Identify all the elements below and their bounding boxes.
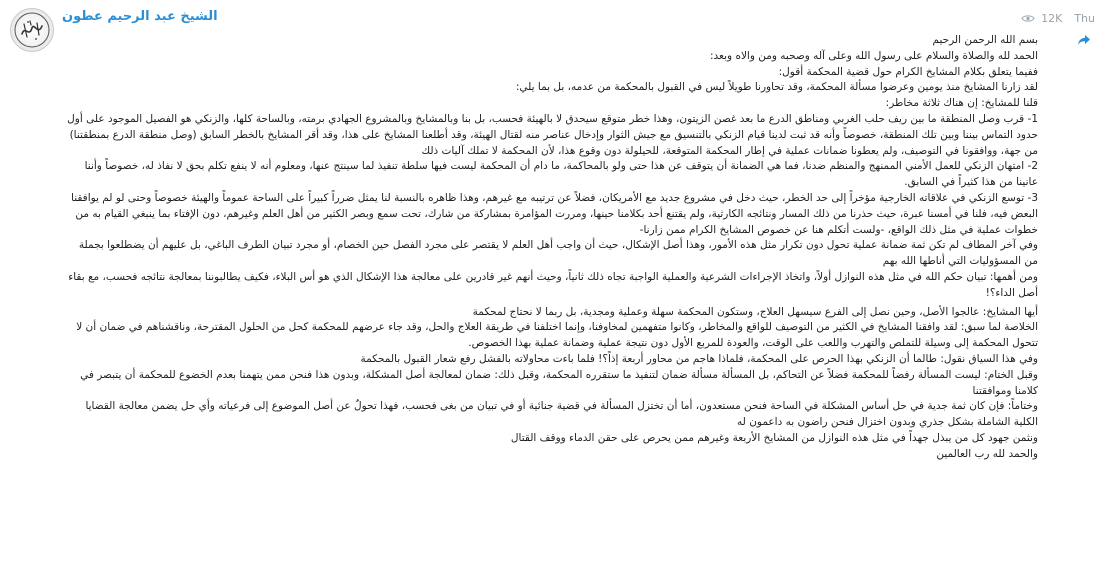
post-day: Thu <box>1074 12 1095 25</box>
channel-avatar[interactable] <box>10 8 54 52</box>
message-line: 3- توسع الزنكي في علاقاته الخارجية مؤخراً إلى حد الخطر، حيث دخل في مشروع جديد مع الأمريكان، فضلاً عن ترتيبه مع غيرهم، وهذا ظاهره بالنسبة لنا يمثل ضرراً كبيراً على الساحة عموماً والهيئة خصوصاً وحتى لو لم يوافقنا البعض فيه، فلنا في أمسنا عبرة، حيث حذرنا من ذلك المسار ونتائجه الكارثية، ولم يقتنع أحد بكلامنا حينها، ومررت المؤامرة بمشاركة من شارك، تحت سمع وبصر الكثير من أهل العلم وغيرهم، دون الإفتاء بما ينبغي القيام به من خطوات عملية في مثل ذلك الواقع، -ولست أتكلم هنا عن خصوص المشايخ الكرام ممن زارنا- <box>71 191 1038 236</box>
message-body <box>66 33 1038 463</box>
message-line: والحمد لله رب العالمين <box>936 447 1038 460</box>
view-count: 12K <box>1041 12 1063 25</box>
message-line: أيها المشايخ: عالجوا الأصل، وحين نصل إلى الفرع سيسهل العلاج، وستكون المحكمة سهلة وعملية ومجدية، بل ربما لا نحتاج لمحكمة <box>472 305 1038 318</box>
message-line: ومن أهمها: تبيان حكم الله في مثل هذه النوازل أولاً، واتخاذ الإجراءات الشرعية والعملية الواجبة تجاه ذلك ثانياً، وحيث أنهم غير قادرين على معالجة هذا الإشكال الذي هو أس البلاء، فكيف يطالبوننا بمعالجة نتائجه فحسب، مع بقاء أصل الداء؟! <box>68 270 1038 299</box>
message-line: وختاماً: فإن كان ثمة جدية في حل أساس المشكلة في الساحة فنحن مستعدون، أما أن تختزل المسألة في قضية جنائية أو في تبيان من بغى فحسب، فهذا تحولٌ عن أصل الموضوع إلى فرعياته وأي حل يضمن معالجة القضايا الكلية الشاملة بشكل جذري وبدون اختزال فنحن راضون به داعمون له <box>85 400 1038 429</box>
message-line: لقد زارنا المشايخ منذ يومين وعرضوا مسألة المحكمة، وقد تحاورنا طويلاً ليس في القبول بالمحكمة من عدمه، بل بما يلي: <box>515 81 1038 94</box>
message-line: بسم الله الرحمن الرحيم <box>932 34 1038 46</box>
message-line: الخلاصة لما سبق: لقد وافقنا المشايخ في الكثير من التوصيف للواقع والمخاطر، وكانوا متفهمين لمخاوفنا، وإنما اختلفنا في طريقة العلاج والحل، وقد جاء عرضهم للمحكمة كحل من الحلول المقترحة، وناقشناهم في ضمان أن لا تتحول المحكمة إلى وسيلة للتملص والتهرب واللعب على الوقت، والعودة للمربع الأول دون نتيجة عملية وضمانة عملية بهذا الخصوص. <box>76 321 1038 350</box>
post-meta <box>1021 12 1095 25</box>
message-line: 1- قرب وصل المنطقة ما بين ريف حلب الغربي ومناطق الدرع ما بعد غصن الزيتون، وهذا خطر متوقع سيحدق لا بالهيئة فحسب، بل بنا وبالمشايخ وبالمشروع الجهادي برمته، وبالساحة كلها، والزنكي هو الفصيل الموجود على أول حدود التماس بيننا وبين تلك المنطقة، خصوصاً وأنه قد ثبت لدينا قيام الزنكي بالتنسيق مع جيش الثوار وإدخال عناصر منه لقتال الهيئة، وقد أطلعنا المشايخ على هذا، وقد أقر المشايخ بالخطر السابق (وصل منطقة الدرع بمنطقتنا) من جهة، ووافقونا في التوصيف، ولم يعطونا ضمانات عملية في إطار المحكمة المتوقعة، للحيلولة دون وقوع هذا، لأن المحكمة لا تملك آليات ذلك <box>67 112 1038 157</box>
message-line: وقبل الختام: ليست المسألة رفضاً للمحكمة فضلاً عن التحاكم، بل المسألة مسألة ضمان لتنفيذ ما ستقرره المحكمة، وقبل ذلك: ضمان لمعالجة أصل المشكلة، وبدون هذا فنحن ممن يتهمنا بعدم الخضوع للمحكمة أن يتبصر في كلامنا وموافقتنا <box>80 368 1038 397</box>
channel-name[interactable]: الشيخ عبد الرحيم عطون <box>62 9 218 24</box>
avatar-calligraphy-icon <box>13 11 51 49</box>
share-button[interactable] <box>1077 34 1091 46</box>
message-line: ونثمن جهود كل من يبذل جهداً في مثل هذه النوازل من المشايخ الأربعة وغيرهم ممن يحرص على حقن الدماء ووقف القتال <box>510 431 1038 444</box>
message-line: وفي هذا السياق نقول: طالما أن الزنكي بهذا الحرص على المحكمة، فلماذا هاجم من محاور أربعة إذاً؟! فلما باءت محاولاته بالفشل رفع شعار القبول بالمحكمة <box>360 352 1038 365</box>
eye-icon <box>1021 14 1035 23</box>
message-line: الحمد لله والصلاة والسلام على رسول الله وعلى آله وصحبه ومن والاه وبعد: <box>710 49 1038 62</box>
message-line: 2- امتهان الزنكي للعمل الأمني الممنهج والمنظم ضدنا، فما هي الضمانة أن يتوقف عن هذا حتى ولو بالمحاكمة، ما دام أن المحكمة ليست فيها سلطة تنفيذ لما سينتج عنها، ومعلوم أنه لا ينفع تكلم بحق لا نفاذ له، خصوصاً وأننا عانينا من هذا كثيراً في السابق. <box>84 160 1038 189</box>
share-arrow-icon <box>1077 34 1091 46</box>
message-line: وفي آخر المطاف لم تكن ثمة ضمانة عملية تحول دون تكرار مثل هذه الأمور، وهذا أصل الإشكال، حيث أن واجب أهل العلم لا يقتصر على مجرد الفصل حين الخصام، أو مجرد تبيان الطرف الباغي، بل عليهم أن يضطلعوا بجملة من المسؤوليات التي أناطها الله بهم <box>78 239 1038 268</box>
message-line: ففيما يتعلق بكلام المشايخ الكرام حول قضية المحكمة أقول: <box>778 65 1038 78</box>
message-line: قلنا للمشايخ: إن هناك ثلاثة مخاطر: <box>885 97 1038 110</box>
